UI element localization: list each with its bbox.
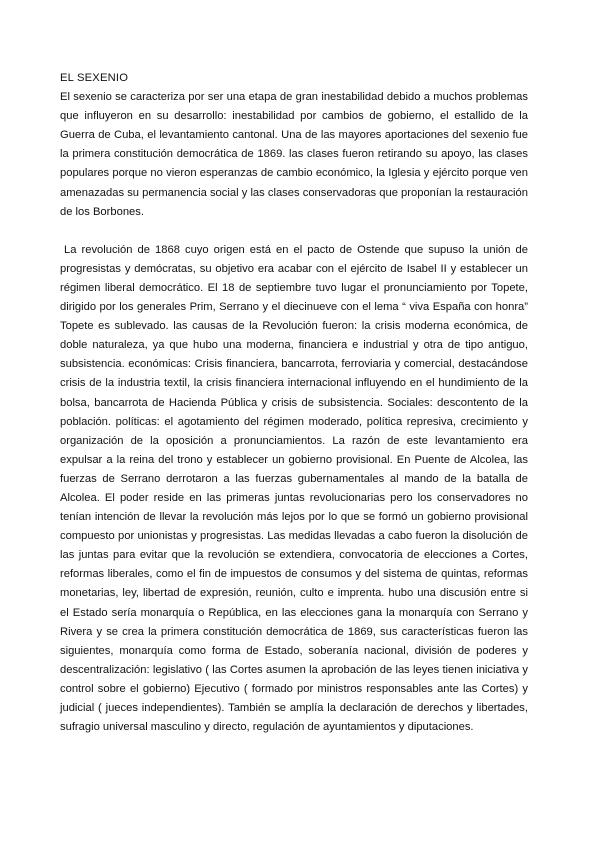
- paragraph-revolution-1868: La revolución de 1868 cuyo origen está en el pacto de Ostende que supuso la unión de progresistas y demócratas, su objetivo era acabar con el ejército de Isabel II y establecer un régimen liberal democrático. El 18 de septiembre tuvo lugar el pronunciamiento por Topete, dirigido por los generales Prim, Serrano y el diecinueve con el lema “ viva España con honra” Topete es sublevado. las causas de la Revolución fueron: la crisis moderna económica, de doble naturaleza, ya que hubo una moderna, financiera e industrial y otra de tipo antiguo, subsistencia. económicas: Crisis financiera, bancarrota, ferroviaria y comercial, destacándose crisis de la industria textil, la crisis financiera internacional influyendo en el hundimiento de la bolsa, bancarrota de Hacienda Pública y crisis de subsistencia. Sociales: descontento de la población. políticas: el agotamiento del régimen moderado, política represiva, crecimiento y organización de la oposición a pronunciamientos. La razón de este levantamiento era expulsar a la reina del trono y establecer un gobierno provisional. En Puente de Alcolea, las fuerzas de Serrano derrotaron a las fuerzas gubernamentales al mando de la batalla de Alcolea. El poder reside en las primeras juntas revolucionarias pero los conservadores no tenían intención de llevar la revolución más lejos por lo que se formó un gobierno provisional compuesto por unionistas y progresistas. Las medidas llevadas a cabo fueron la disolución de las juntas para evitar que la revolución se extendiera, convocatoria de elecciones a Cortes, reformas liberales, como el fin de impuestos de consumos y del sistema de quintas, reformas monetarias, ley, libertad de expresión, reunión, culto e imprenta. hubo una discusión entre si el Estado sería monarquía o República, en las elecciones gana la monarquía con Serrano y Rivera y se crea la primera constitución democrática de 1869, sus características fueron las siguientes, monarquía como forma de Estado, soberanía nacional, división de poderes y descentralización: legislativo ( las Cortes asumen la aprobación de las leyes tienen iniciativa y control sobre el gobierno) Ejecutivo ( formado por ministros responsables ante las Cortes) y judicial ( jueces independientes). También se amplía la declaración de derechos y libertades, sufragio universal masculino y directo, regulación de ayuntamientos y diputaciones.: [60, 243, 528, 734]
- document-title: EL SEXENIO: [60, 72, 129, 84]
- document-body: [60, 69, 528, 737]
- paragraph-intro: El sexenio se caracteriza por ser una etapa de gran inestabilidad debido a muchos problemas que influyeron en su desarrollo: inestabilidad por cambios de gobierno, el estallido de la Guerra de Cuba, el levantamiento cantonal. Una de las mayores aportaciones del sexenio fue la primera constitución democrática de 1869. las clases fueron retirando su apoyo, las clases populares porque no vieron esperanzas de cambio económico, la Iglesia y ejército porque ven amenazadas su permanencia social y las clases conservadoras que proponían la restauración de los Borbones.: [60, 91, 528, 218]
